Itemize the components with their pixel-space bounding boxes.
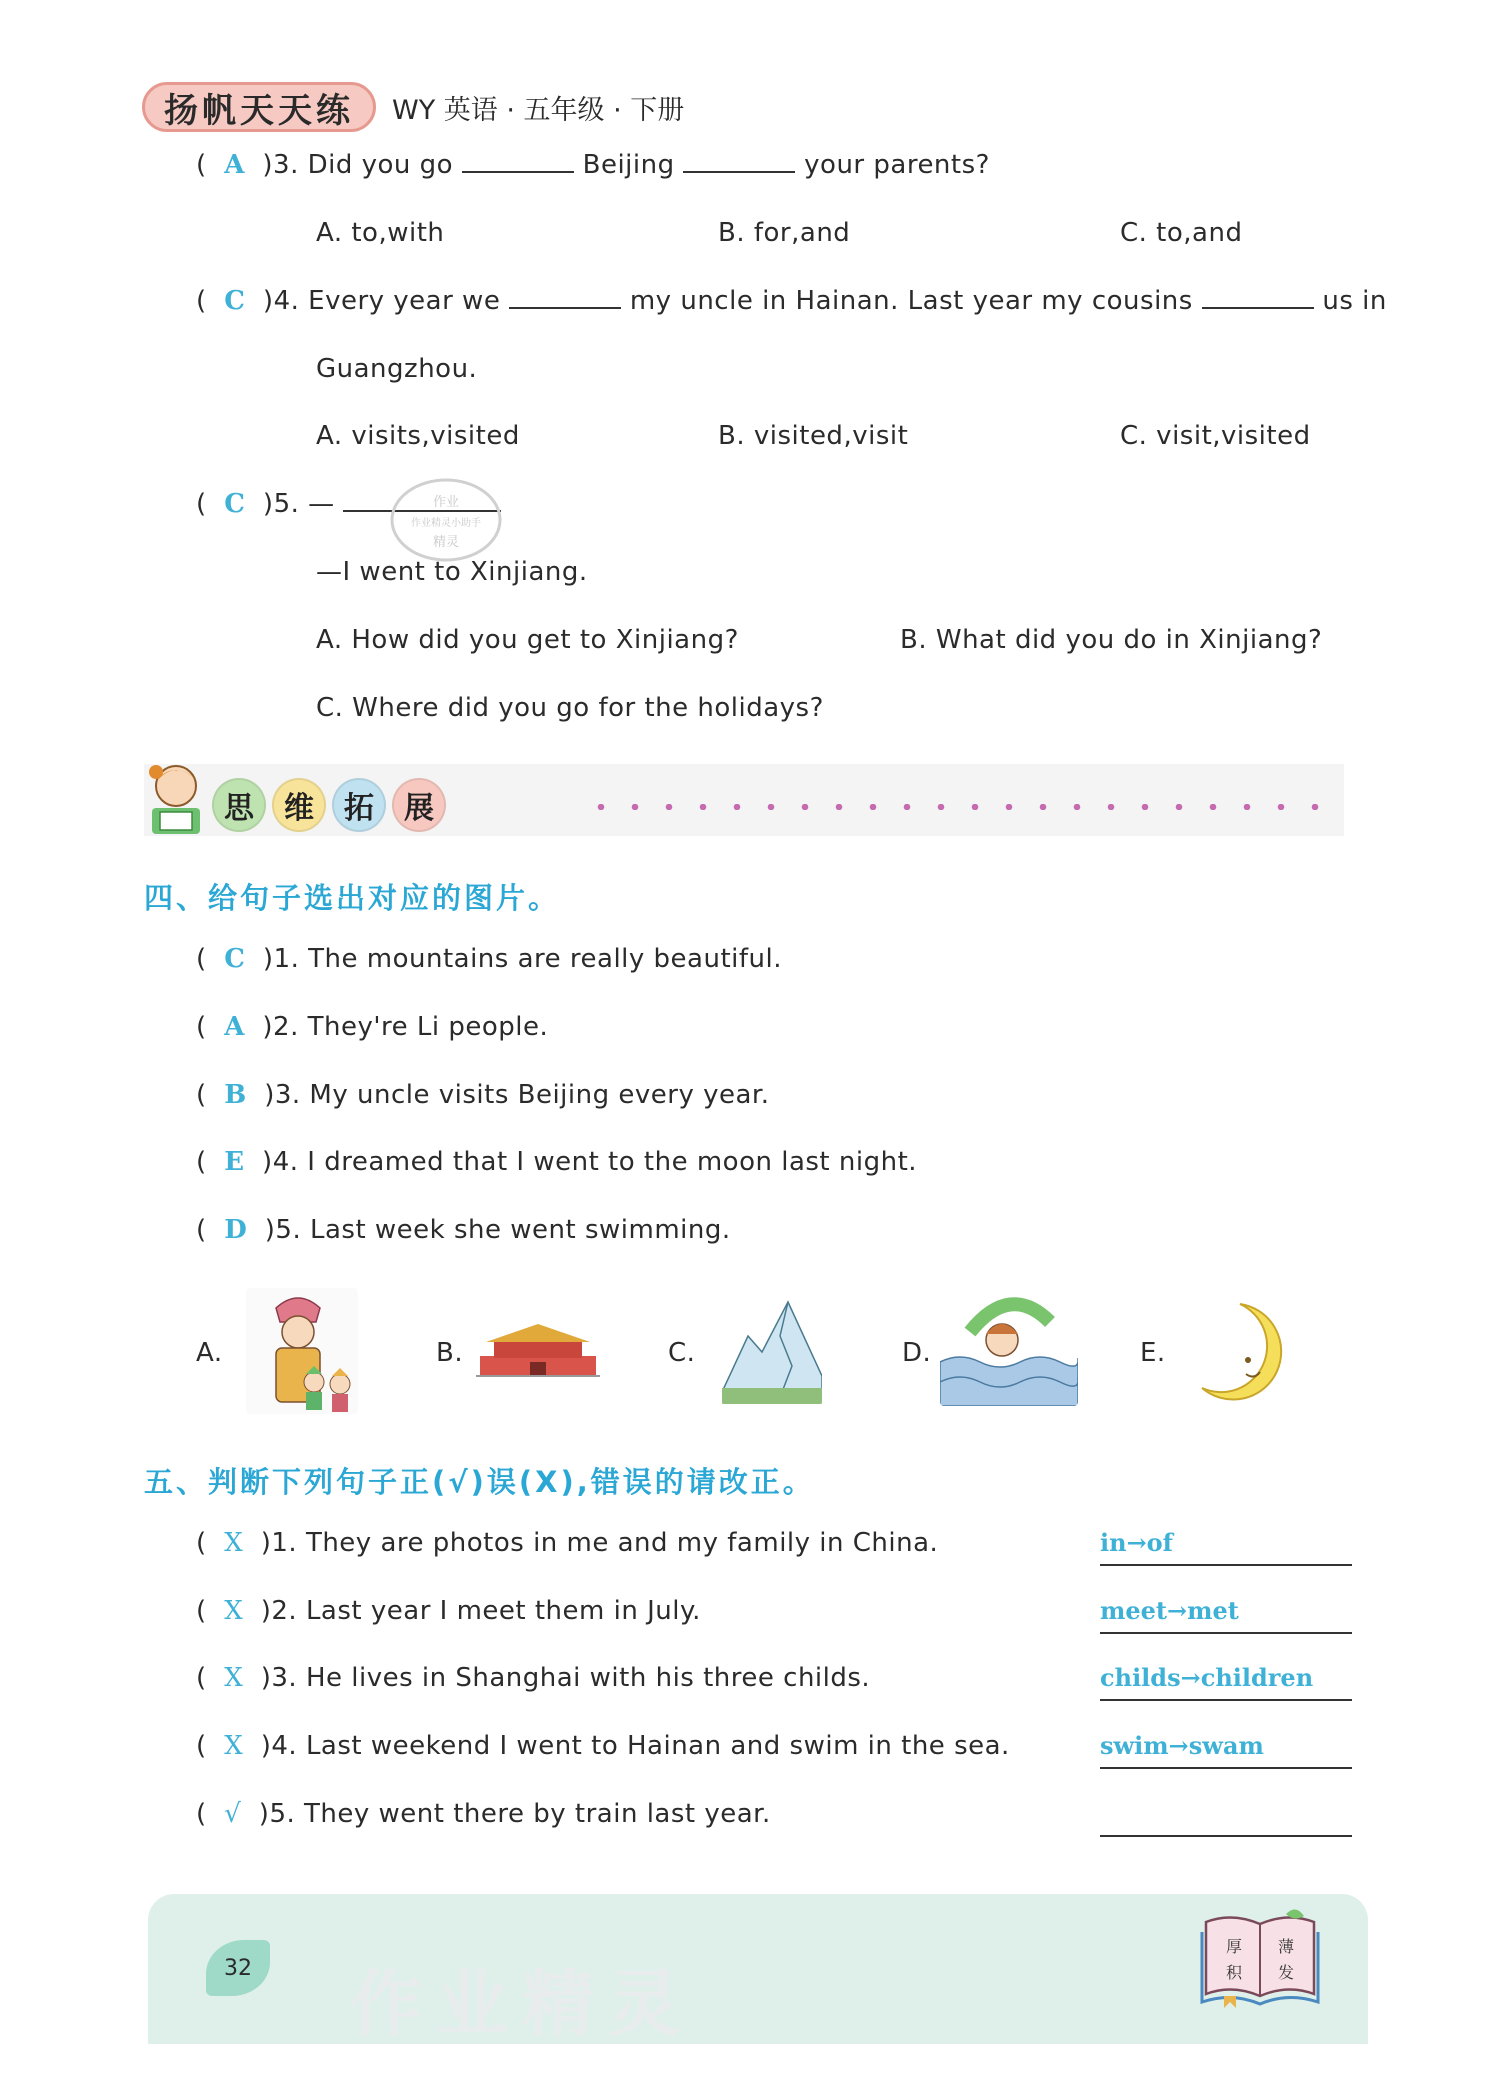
moon-picture (1196, 1300, 1288, 1404)
section5-item-1: ( X )1. They are photos in me and my family in China. (196, 1528, 939, 1558)
watermark: 作业精灵 (350, 1962, 695, 2046)
swimming-picture (940, 1292, 1078, 1406)
section5-item-5: ( √ )5. They went there by train last year. (196, 1799, 771, 1829)
book-subtitle: WY 英语 · 五年级 · 下册 (392, 95, 685, 126)
question-4-continuation: Guangzhou. (316, 354, 478, 384)
picture-label-d: D. (902, 1338, 932, 1368)
picture-label-c: C. (668, 1338, 696, 1368)
correction-3: childs→children (1100, 1663, 1314, 1692)
correction-2: meet→met (1100, 1596, 1239, 1625)
answer-line (1100, 1632, 1352, 1634)
answer-mark: A (224, 150, 245, 180)
blank (1202, 287, 1314, 309)
section4-item-1: ( C )1. The mountains are really beautiful. (196, 944, 782, 974)
svg-text:薄: 薄 (1277, 1937, 1295, 1956)
answer-mark: D (224, 1215, 248, 1245)
answer-line (1100, 1767, 1352, 1769)
banner-char-2: 维 (272, 778, 326, 832)
section5-item-4: ( X )4. Last weekend I went to Hainan and swim in the sea. (196, 1731, 1010, 1761)
dotted-rule (584, 804, 1324, 810)
answer-mark: A (224, 1012, 245, 1042)
blank (462, 151, 574, 173)
section-banner-thinking (144, 764, 1344, 836)
judgement-mark: X (224, 1731, 244, 1761)
page-number: 32 (206, 1940, 270, 1996)
option-a: A. visits,visited (316, 421, 520, 451)
picture-label-b: B. (436, 1338, 464, 1368)
answer-line (1100, 1564, 1352, 1566)
answer-mark: C (224, 489, 246, 519)
option-a: A. How did you get to Xinjiang? (316, 625, 739, 655)
tiananmen-picture (476, 1322, 600, 1380)
option-c: C. to,and (1120, 218, 1243, 248)
question-3: ( A )3. Did you go Beijing your parents? (196, 150, 990, 180)
judgement-mark: X (224, 1596, 244, 1626)
option-b: B. What did you do in Xinjiang? (900, 625, 1323, 655)
correction-4: swim→swam (1100, 1731, 1264, 1760)
page-footer (148, 1894, 1368, 2044)
option-c: C. visit,visited (1120, 421, 1311, 451)
homework-stamp (388, 474, 504, 566)
answer-mark: C (224, 944, 246, 974)
section-5-title: 五、判断下列句子正(√)误(X),错误的请改正。 (144, 1465, 815, 1499)
answer-line (1100, 1699, 1352, 1701)
banner-char-4: 展 (392, 778, 446, 832)
svg-text:作业: 作业 (432, 495, 460, 510)
option-c: C. Where did you go for the holidays? (316, 693, 824, 723)
book-icon (1198, 1908, 1322, 2010)
girl-reading-icon (142, 756, 212, 840)
picture-label-e: E. (1140, 1338, 1166, 1368)
section-4-title: 四、给句子选出对应的图片。 (144, 881, 561, 915)
correction-1: in→of (1100, 1528, 1174, 1557)
svg-text:精灵: 精灵 (432, 535, 460, 550)
svg-text:作业精灵小助手: 作业精灵小助手 (411, 518, 481, 529)
judgement-mark: X (224, 1528, 244, 1558)
section5-item-3: ( X )3. He lives in Shanghai with his three childs. (196, 1663, 871, 1693)
question-4: ( C )4. Every year we my uncle in Hainan. Last year my cousins us in (196, 286, 1387, 316)
section4-item-3: ( B )3. My uncle visits Beijing every year. (196, 1080, 770, 1110)
blank (509, 287, 621, 309)
banner-char-3: 拓 (332, 778, 386, 832)
reply-line: —I went to Xinjiang. (316, 557, 588, 587)
banner-char-1: 思 (212, 778, 266, 832)
judgement-mark: √ (224, 1799, 242, 1829)
answer-line (1100, 1835, 1352, 1837)
blank (683, 151, 795, 173)
section4-item-2: ( A )2. They're Li people. (196, 1012, 549, 1042)
mountains-picture (722, 1296, 822, 1406)
question-5: ( C )5. — (196, 489, 501, 519)
svg-text:厚: 厚 (1225, 1937, 1243, 1956)
answer-mark: E (224, 1147, 245, 1177)
svg-text:积: 积 (1225, 1963, 1243, 1982)
section4-item-4: ( E )4. I dreamed that I went to the moon last night. (196, 1147, 918, 1177)
answer-mark: B (224, 1080, 247, 1110)
li-people-picture (246, 1288, 358, 1414)
option-a: A. to,with (316, 218, 445, 248)
option-b: B. for,and (718, 218, 851, 248)
svg-text:发: 发 (1277, 1963, 1295, 1982)
brand-title: 扬帆天天练 (142, 82, 376, 132)
picture-label-a: A. (196, 1338, 223, 1368)
judgement-mark: X (224, 1663, 244, 1693)
section4-item-5: ( D )5. Last week she went swimming. (196, 1215, 731, 1245)
section5-item-2: ( X )2. Last year I meet them in July. (196, 1596, 701, 1626)
option-b: B. visited,visit (718, 421, 909, 451)
answer-mark: C (224, 286, 246, 316)
